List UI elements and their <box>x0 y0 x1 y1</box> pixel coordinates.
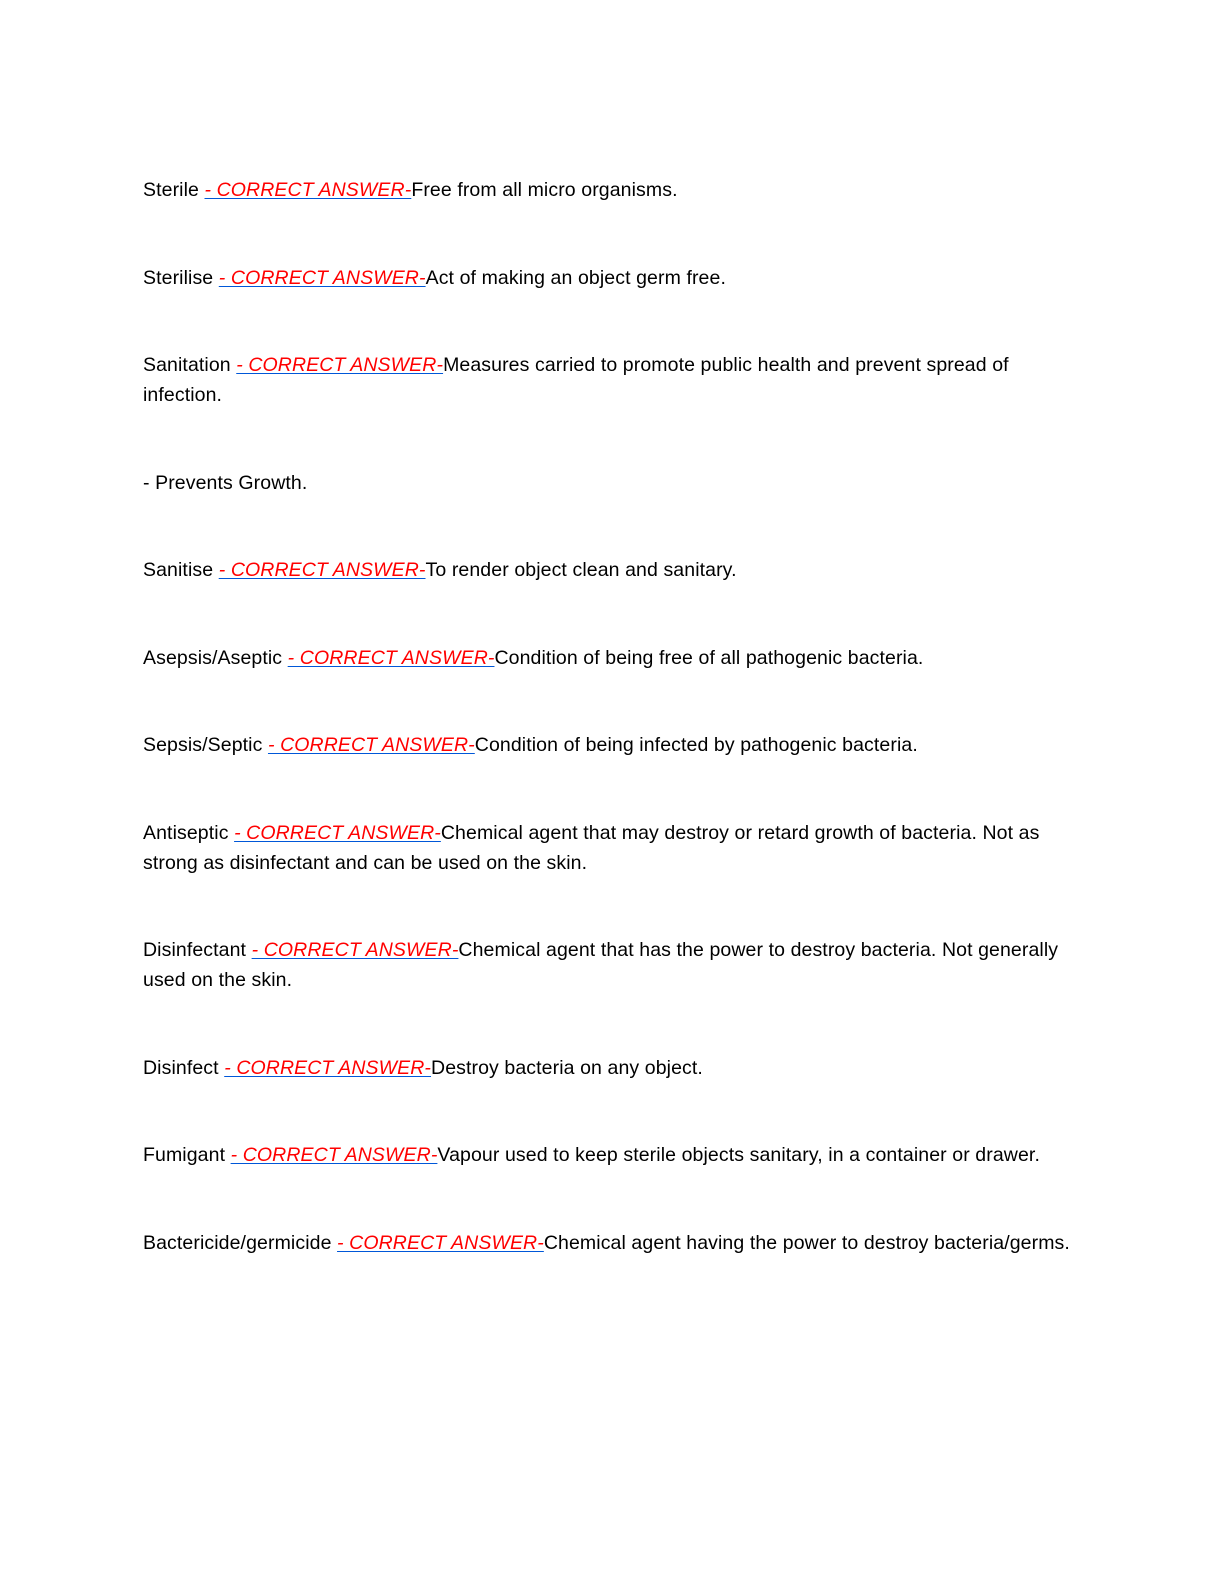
definition-text: Condition of being infected by pathogenic bacteria. <box>474 734 918 757</box>
definition-entry <box>143 556 1073 586</box>
term-label: Antiseptic <box>143 822 235 844</box>
term-label: Asepsis/Aseptic <box>143 646 288 669</box>
term-label: Sterilise <box>143 266 219 289</box>
definition-entry <box>143 936 1073 995</box>
correct-answer-marker: - CORRECT ANSWER- <box>204 179 412 201</box>
definition-text: - Prevents Growth. <box>143 471 308 494</box>
correct-answer-marker: - CORRECT ANSWER- <box>337 1231 544 1254</box>
definition-entry <box>143 351 1073 410</box>
correct-answer-marker: - CORRECT ANSWER- <box>267 734 475 757</box>
definition-text: Chemical agent having the power to destroy bacteria/germs. <box>543 1231 1070 1254</box>
definition-entry <box>143 1054 1073 1084</box>
definition-text: Vapour used to keep sterile objects sanitary, in a container or drawer. <box>437 1144 1040 1167</box>
term-label: Sanitise <box>143 559 219 582</box>
definition-entry <box>143 644 1073 674</box>
term-label: Disinfectant <box>143 939 252 962</box>
definition-entry <box>143 819 1073 878</box>
term-label: Fumigant <box>143 1144 231 1167</box>
correct-answer-marker: - CORRECT ANSWER- <box>234 822 441 844</box>
definition-text: Condition of being free of all pathogenic bacteria. <box>494 646 924 669</box>
correct-answer-marker: - CORRECT ANSWER- <box>218 266 426 289</box>
definition-text: Free from all micro organisms. <box>411 179 678 201</box>
definition-entry <box>143 1141 1073 1171</box>
definition-text: To render object clean and sanitary. <box>425 559 737 582</box>
term-label: Sanitation <box>143 354 237 377</box>
term-label: Disinfect <box>143 1056 225 1079</box>
definition-entry <box>143 469 1073 499</box>
definition-entry <box>143 176 1073 206</box>
definition-text: Act of making an object germ free. <box>425 266 726 289</box>
definition-text: Destroy bacteria on any object. <box>431 1056 703 1079</box>
term-label: Sterile <box>143 179 205 201</box>
correct-answer-marker: - CORRECT ANSWER- <box>236 354 444 377</box>
correct-answer-marker: - CORRECT ANSWER- <box>218 559 426 582</box>
document-body <box>143 176 1073 1258</box>
correct-answer-marker: - CORRECT ANSWER- <box>251 939 459 962</box>
definition-entry <box>143 1229 1073 1259</box>
correct-answer-marker: - CORRECT ANSWER- <box>287 646 495 669</box>
correct-answer-marker: - CORRECT ANSWER- <box>230 1144 438 1167</box>
term-label: Sepsis/Septic <box>143 734 268 757</box>
definition-entry <box>143 264 1073 294</box>
term-label: Bactericide/germicide <box>143 1231 338 1254</box>
definition-entry <box>143 731 1073 761</box>
definition-text: Chemical agent that may destroy or retard growth of bacteria. Not as strong as disinfectant and can be used on the skin. <box>143 822 1040 874</box>
definition-text: Chemical agent that has the power to destroy bacteria. Not generally used on the skin. <box>143 939 1059 991</box>
definition-text: Measures carried to promote public health and prevent spread of infection. <box>143 354 1009 406</box>
correct-answer-marker: - CORRECT ANSWER- <box>224 1056 432 1079</box>
